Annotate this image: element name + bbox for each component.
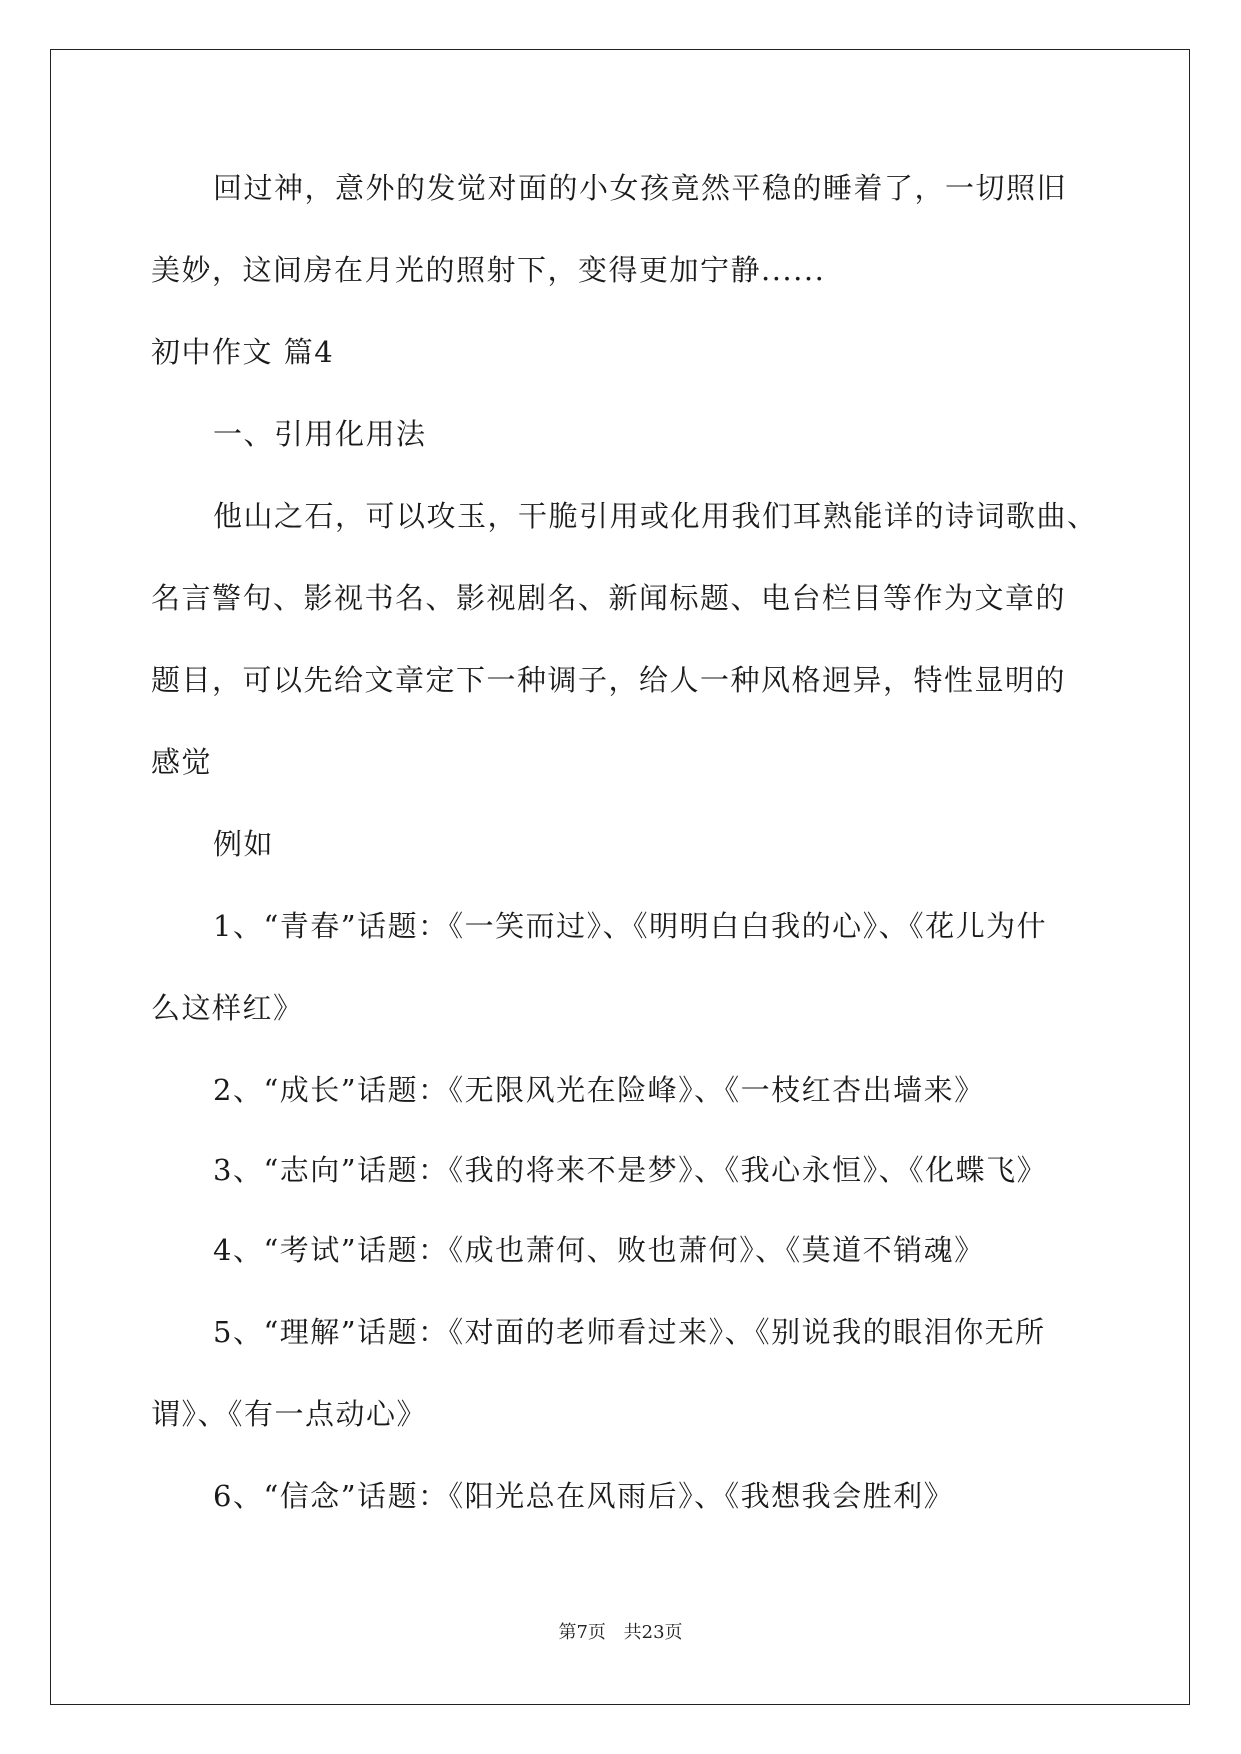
list-item: 3、“志向”话题：《我的将来不是梦》、《我心永恒》、《化蝶飞》 <box>213 1153 1048 1187</box>
page-total: 共23页 <box>623 1622 683 1643</box>
list-item-continuation: 谓》、《有一点动心》 <box>151 1397 428 1431</box>
page-number: 第7页 <box>558 1622 606 1643</box>
paragraph-line: 名言警句、影视书名、影视剧名、新闻标题、电台栏目等作为文章的 <box>151 581 1067 615</box>
page-border <box>50 49 1190 1705</box>
page-footer <box>0 1618 1241 1644</box>
paragraph-line: 回过神，意外的发觉对面的小女孩竟然平稳的睡着了，一切照旧 <box>213 171 1068 205</box>
list-item: 6、“信念”话题：《阳光总在风雨后》、《我想我会胜利》 <box>213 1479 955 1513</box>
list-item: 5、“理解”话题：《对面的老师看过来》、《别说我的眼泪你无所 <box>213 1315 1046 1349</box>
list-item: 2、“成长”话题：《无限风光在险峰》、《一枝红杏出墙来》 <box>213 1073 985 1107</box>
paragraph-line: 例如 <box>213 827 275 861</box>
list-item: 4、“考试”话题：《成也萧何、败也萧何》、《莫道不销魂》 <box>213 1233 985 1267</box>
list-item-continuation: 么这样红》 <box>151 991 304 1025</box>
list-item: 1、“青春”话题：《一笑而过》、《明明白白我的心》、《花儿为什 <box>213 909 1048 943</box>
paragraph-line: 感觉 <box>151 745 213 779</box>
subheading: 一、引用化用法 <box>213 417 427 451</box>
paragraph-line: 美妙，这间房在月光的照射下，变得更加宁静...... <box>151 253 826 287</box>
section-heading: 初中作文 篇4 <box>151 335 335 369</box>
paragraph-line: 题目，可以先给文章定下一种调子，给人一种风格迥异，特性显明的 <box>151 663 1067 697</box>
paragraph-line: 他山之石，可以攻玉，干脆引用或化用我们耳熟能详的诗词歌曲、 <box>213 499 1098 533</box>
